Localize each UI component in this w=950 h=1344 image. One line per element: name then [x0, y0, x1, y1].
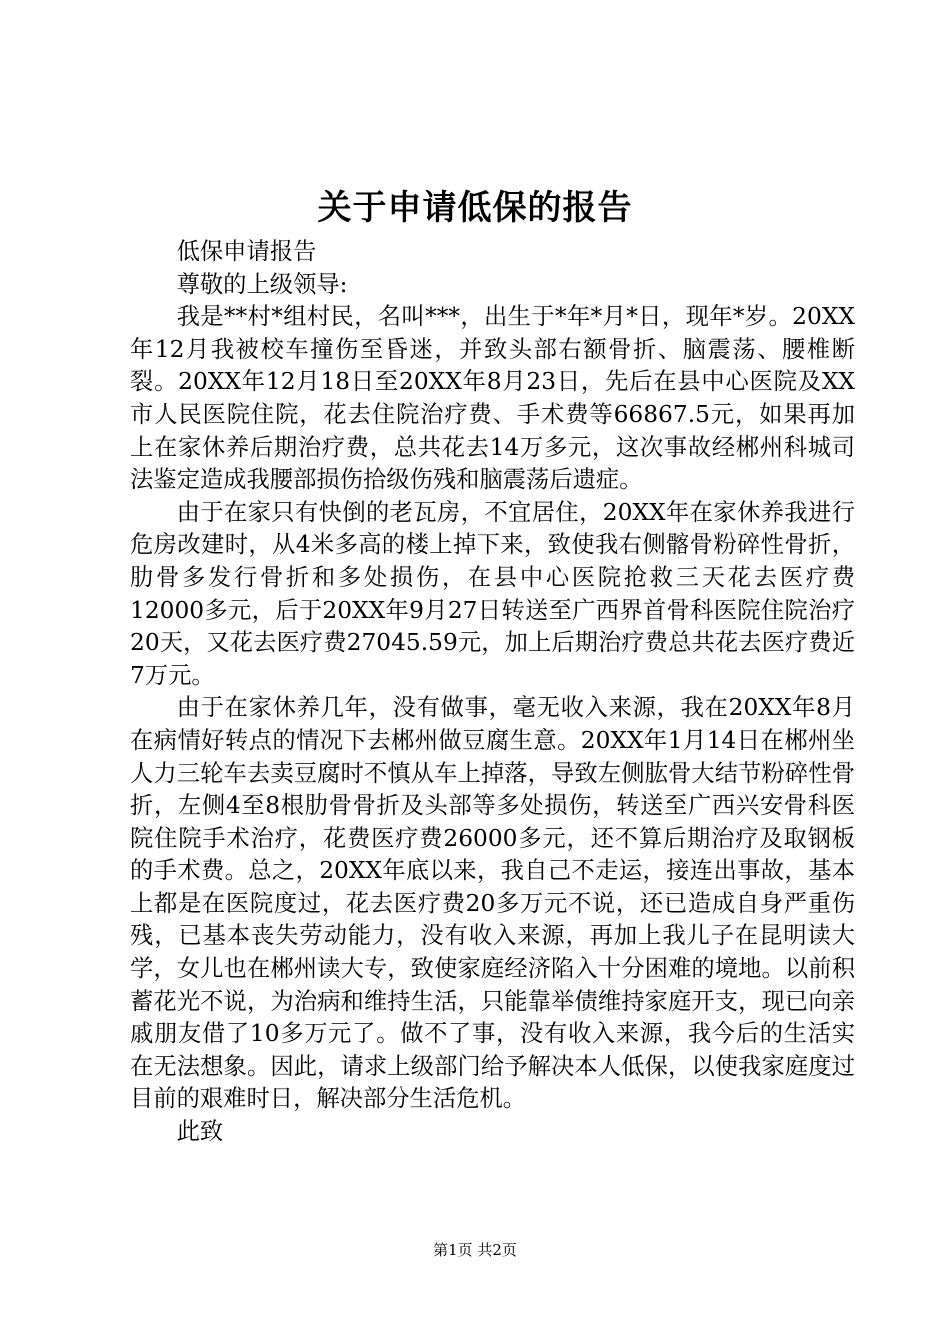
page-number-footer: 第1页 共2页 [433, 1241, 517, 1259]
closing-paragraph: 此致 [176, 1118, 224, 1146]
subtitle-paragraph: 低保申请报告 [176, 238, 317, 265]
salutation-paragraph: 尊敬的上级领导: [176, 270, 348, 298]
body-paragraph: 由于在家只有快倒的老瓦房，不宜居住，20XX年在家休养我进行危房改建时，从4米多高的楼上掉下来，致使我右侧髂骨粉碎性骨折，肋骨多发行骨折和多处损伤，在县中心医院抢救三天花去医疗费12000多元，后于20XX年9月27日转送至广西界首骨科医院住院治疗20天，又花去医疗费27045.59元，加上后期治疗费总共花去医疗费近7万元。 [130, 498, 855, 689]
document-title: 关于申请低保的报告 [317, 188, 633, 228]
document-body [130, 236, 855, 1149]
body-paragraph: 我是**村*组村民，名叫***，出生于*年*月*日，现年*岁。20XX年12月我被校车撞伤至昏迷，并致头部右额骨折、脑震荡、腰椎断裂。20XX年12月18日至20XX年8月23日，先后在县中心医院及XX市人民医院住院，花去住院治疗费、手术费等66867.5元，如果再加上在家休养后期治疗费，总共花去14万多元，这次事故经郴州科城司法鉴定造成我腰部损伤拾级伤残和脑震荡后遗症。 [130, 303, 855, 494]
body-paragraph: 由于在家休养几年，没有做事，毫无收入来源，我在20XX年8月在病情好转点的情况下去郴州做豆腐生意。20XX年1月14日在郴州坐人力三轮车去卖豆腐时不慎从车上掉落，导致左侧肱骨大结节粉碎性骨折，左侧4至8根肋骨骨折及头部等多处损伤，转送至广西兴安骨科医院住院手术治疗，花费医疗费26000多元，还不算后期治疗及取钢板的手术费。总之，20XX年底以来，我自己不走运，接连出事故，基本上都是在医院度过，花去医疗费20多万元不说，还已造成自身严重伤残，已基本丧失劳动能力，没有收入来源，再加上我儿子在昆明读大学，女儿也在郴州读大专，致使家庭经济陷入十分困难的境地。以前积蓄花光不说，为治病和维持生活，只能靠举债维持家庭开支，现已向亲戚朋友借了10多万元了。做不了事，没有收入来源，我今后的生活实在无法想象。因此，请求上级部门给予解决本人低保，以使我家庭度过目前的艰难时日，解决部分生活危机。 [130, 694, 855, 1113]
